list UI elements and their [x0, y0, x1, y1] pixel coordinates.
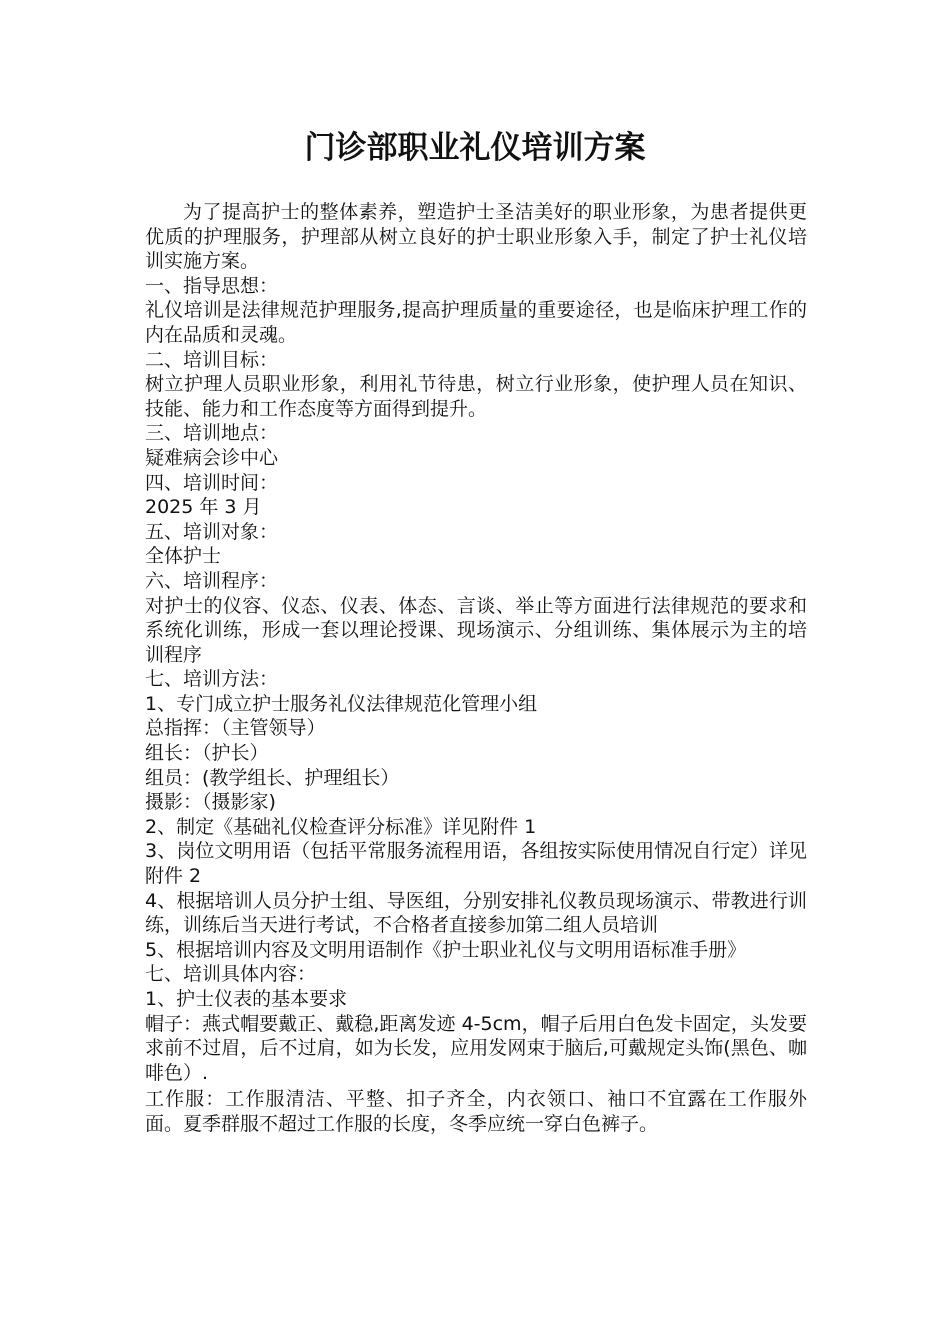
- document-body: [145, 200, 807, 1137]
- paragraph-guiding-idea: 礼仪培训是法律规范护理服务,提高护理质量的重要途径，也是临床护理工作的内在品质和灵魂。: [145, 299, 807, 346]
- section-heading-training-content: 七、培训具体内容：: [145, 963, 317, 986]
- paragraph-training-time: 2025 年 3 月: [145, 496, 262, 519]
- method-item-5: 5、根据培训内容及文明用语制作《护士职业礼仪与文明用语标准手册》: [145, 938, 747, 961]
- method-commander: 总指挥：（主管领导）: [145, 717, 326, 740]
- method-item-1: 1、专门成立护士服务礼仪法律规范化管理小组: [145, 692, 538, 715]
- content-item-1: 1、护士仪表的基本要求: [145, 988, 348, 1010]
- method-item-4: 4、根据培训人员分护士组、导医组，分别安排礼仪教员现场演示、带教进行训练，训练后当天进行考试，不合格者直接参加第二组人员培训: [145, 889, 807, 937]
- section-heading-training-method: 七、培训方法：: [145, 668, 279, 691]
- paragraph-training-location: 疑难病会诊中心: [145, 446, 279, 469]
- method-item-2: 2、制定《基础礼仪检查评分标准》详见附件 1: [145, 815, 537, 838]
- paragraph-uniform-requirements: 工作服：工作服清洁、平整、扣子齐全，内衣领口、袖口不宜露在工作服外面。夏季群服不超过工作服的长度，冬季应统一穿白色裤子。: [145, 1088, 807, 1135]
- section-heading-guiding-idea: 一、指导思想：: [145, 274, 279, 297]
- section-heading-training-target: 五、培训对象：: [145, 520, 279, 543]
- section-heading-training-location: 三、培训地点：: [145, 422, 279, 445]
- method-item-3: 3、岗位文明用语（包括平常服务流程用语，各组按实际使用情况自行定）详见附件 2: [145, 840, 807, 888]
- method-leader: 组长：（护长）: [145, 742, 269, 765]
- intro-paragraph: 为了提高护士的整体素养，塑造护士圣洁美好的职业形象，为患者提供更优质的护理服务，护理部从树立良好的护士职业形象入手，制定了护士礼仪培训实施方案。: [145, 201, 807, 273]
- paragraph-training-target: 全体护士: [145, 545, 222, 568]
- document-title: 门诊部职业礼仪培训方案: [304, 130, 646, 166]
- section-heading-training-time: 四、培训时间：: [145, 471, 279, 494]
- paragraph-training-goal: 树立护理人员职业形象，利用礼节待患，树立行业形象，使护理人员在知识、技能、能力和工作态度等方面得到提升。: [145, 373, 807, 420]
- method-members: 组员：(教学组长、护理组长）: [145, 766, 400, 789]
- method-photography: 摄影：（摄影家): [145, 791, 276, 814]
- section-heading-training-procedure: 六、培训程序：: [145, 569, 279, 592]
- paragraph-training-procedure: 对护士的仪容、仪态、仪表、体态、言谈、举止等方面进行法律规范的要求和系统化训练，形成一套以理论授课、现场演示、分组训练、集体展示为主的培训程序: [145, 594, 807, 666]
- section-heading-training-goal: 二、培训目标：: [145, 348, 279, 371]
- paragraph-cap-requirements: 帽子：燕式帽要戴正、戴稳,距离发迹 4-5cm，帽子后用白色发卡固定，头发要求前不过眉，后不过肩，如为长发，应用发网束于脑后,可戴规定头饰(黑色、咖啡色）.: [145, 1012, 807, 1084]
